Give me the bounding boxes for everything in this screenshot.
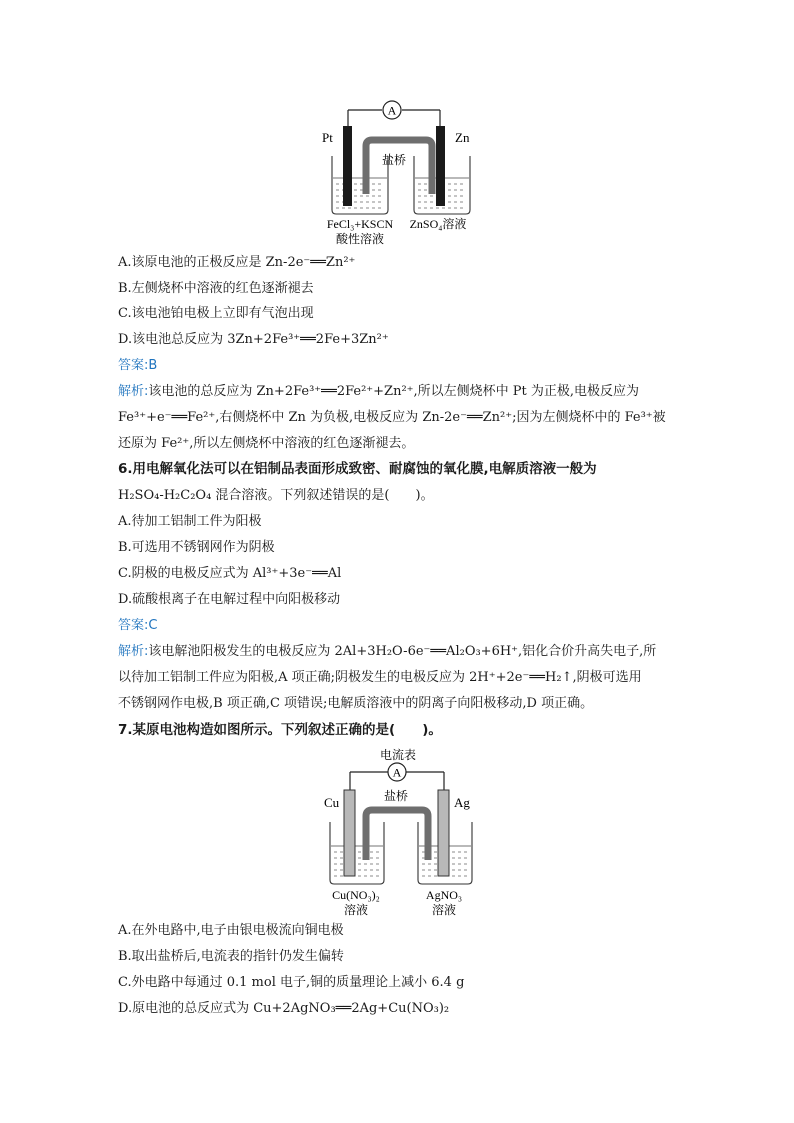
q5-answer: [118, 357, 688, 375]
salt-bridge-label: 盐桥: [382, 153, 407, 167]
q6-analysis-line-1: [118, 643, 688, 661]
q6-analysis-line-3: 不锈钢网作电极,B 项正确,C 项错误;电解质溶液中的阴离子向阳极移动,D 项正确。: [118, 696, 594, 711]
q5-option-b: B.左侧烧杯中溶液的红色逐渐褪去: [118, 281, 314, 296]
analysis-text: 该电解池阳极发生的电极反应为 2Al+3H₂O-6e⁻══Al₂O₃+6H⁺,铝化合价升高失电子,所: [148, 644, 657, 659]
q6-option-d: D.硫酸根离子在电解过程中向阳极移动: [118, 592, 341, 607]
q5-analysis-line-3: 还原为 Fe²⁺,所以左侧烧杯中溶液的红色逐渐褪去。: [118, 436, 415, 451]
analysis-label: 解析:: [118, 384, 149, 399]
answer-value: B: [148, 358, 158, 373]
answer-value: C: [148, 618, 158, 633]
q6-answer: [118, 617, 688, 635]
q7-stem: 7.某原电池构造如图所示。下列叙述正确的是( )。: [118, 722, 442, 738]
q5-analysis-line-2: Fe³⁺+e⁻══Fe²⁺,右侧烧杯中 Zn 为负极,电极反应为 Zn-2e⁻══Zn²⁺;因为左侧烧杯中的 Fe³⁺被: [118, 410, 666, 425]
zn-electrode-label: Zn: [455, 130, 470, 145]
q7-option-a: A.在外电路中,电子由银电极流向铜电极: [118, 923, 344, 938]
q6-option-c: C.阴极的电极反应式为 Al³⁺+3e⁻══Al: [118, 566, 342, 581]
right-solution-label: ZnSO₄溶液: [409, 217, 467, 231]
answer-label: 答案:: [118, 358, 149, 373]
left-solution-label-2: 酸性溶液: [335, 232, 385, 246]
ag-electrode-label: Ag: [454, 795, 470, 810]
q7-option-b: B.取出盐桥后,电流表的指针仍发生偏转: [118, 949, 344, 964]
galvanic-cell-diagram-1: [310, 98, 490, 248]
q6-option-b: B.可选用不锈钢网作为阴极: [118, 540, 275, 555]
ammeter-title: 电流表: [379, 748, 417, 762]
q7-option-d: D.原电池的总反应式为 Cu+2AgNO₃══2Ag+Cu(NO₃)₂: [118, 1001, 450, 1016]
q6-stem-line-2: H₂SO₄-H₂C₂O₄ 混合溶液。下列叙述错误的是( )。: [118, 488, 434, 503]
answer-label: 答案:: [118, 618, 149, 633]
galvanic-cell-diagram-2: [316, 746, 496, 918]
q5-option-d: D.该电池总反应为 3Zn+2Fe³⁺══2Fe+3Zn²⁺: [118, 332, 389, 347]
right-solution-label: AgNO₃: [425, 888, 463, 902]
analysis-text: 该电池的总反应为 Zn+2Fe³⁺══2Fe²⁺+Zn²⁺,所以左侧烧杯中 Pt 为正极,电极反应为: [148, 384, 640, 399]
q6-option-a: A.待加工铝制工件为阳极: [118, 514, 262, 529]
pt-electrode-label: Pt: [322, 130, 333, 145]
ammeter-label: A: [392, 765, 402, 780]
salt-bridge-label: 盐桥: [384, 789, 409, 803]
left-solution-label: FeCl₃+KSCN: [326, 217, 394, 231]
analysis-label: 解析:: [118, 644, 149, 659]
right-solution-label-2: 溶液: [431, 903, 457, 917]
q5-option-a: A.该原电池的正极反应是 Zn-2e⁻══Zn²⁺: [118, 255, 356, 270]
q5-analysis-line-1: [118, 383, 688, 401]
q5-option-c: C.该电池铂电极上立即有气泡出现: [118, 306, 314, 321]
ammeter-label: A: [387, 103, 397, 118]
q6-analysis-line-2: 以待加工铝制工件应为阳极,A 项正确;阴极发生的电极反应为 2H⁺+2e⁻══H₂↑,阴极可选用: [118, 670, 642, 685]
cu-electrode-label: Cu: [324, 795, 340, 810]
q6-stem-line-1: 6.用电解氧化法可以在铝制品表面形成致密、耐腐蚀的氧化膜,电解质溶液一般为: [118, 461, 597, 477]
q7-option-c: C.外电路中每通过 0.1 mol 电子,铜的质量理论上减小 6.4 g: [118, 975, 465, 990]
left-solution-label-2: 溶液: [343, 903, 369, 917]
left-solution-label: Cu(NO₃)₂: [332, 888, 380, 902]
